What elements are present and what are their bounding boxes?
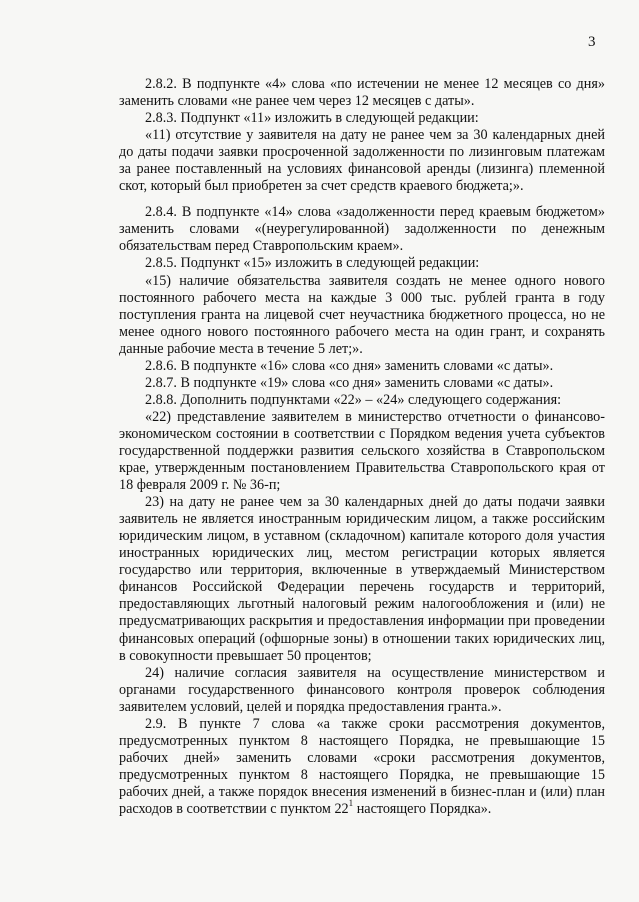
- paragraph-2-8-4: 2.8.4. В подпункте «14» слова «задолженности перед краевым бюджетом» заменить словами «(неурегулированной) задолженности по денежным обязательствам перед Ставропольским краем».: [119, 204, 605, 255]
- subclause-11-text: «11) отсутствие у заявителя на дату не ранее чем за 30 календарных дней до даты подачи заявки просроченной задолженности по лизинговым платежам за ранее поставленный на условиях финансовой аренды (лизинга) племенной скот, который был приобретен за счет средств краевого бюджета;».: [119, 127, 605, 195]
- document-body: [119, 76, 605, 818]
- paragraph-2-8-8: 2.8.8. Дополнить подпунктами «22» – «24» следующего содержания:: [145, 391, 562, 408]
- page-number: 3: [588, 34, 596, 50]
- subclause-24-text: 24) наличие согласия заявителя на осуществление министерством и органами государственного финансового контроля проверок соблюдения заявителем условий, целей и порядка предоставления гранта.».: [119, 664, 605, 715]
- subclause-22-text: «22) представление заявителем в министерство отчетности о финансово-экономическом состоянии в соответствии с Порядком ведения учета субъектов государственной поддержки развития сельского хозяйства в Ставропольском крае, утвержденным постановлением Правительства Ставропольского края от 18 февраля 2009 г. № 36-п;: [119, 408, 605, 494]
- paragraph-2-8-3: 2.8.3. Подпункт «11» изложить в следующей редакции:: [145, 110, 479, 127]
- paragraph-2-8-2: 2.8.2. В подпункте «4» слова «по истечении не менее 12 месяцев со дня» заменить словами «не ранее чем через 12 месяцев с даты».: [119, 76, 605, 110]
- paragraph-2-8-6: 2.8.6. В подпункте «16» слова «со дня» заменить словами «с даты».: [145, 357, 554, 374]
- paragraph-2-8-5: 2.8.5. Подпункт «15» изложить в следующей редакции:: [145, 255, 480, 272]
- subclause-23-text: 23) на дату не ранее чем за 30 календарных дней до даты подачи заявки заявитель не является иностранным юридическим лицом, а также российским юридическим лицом, в уставном (складочном) капитале которого доля участия иностранных юридических лиц, местом регистрации которых является государство или территория, включенные в утверждаемый Министерством финансов Российской Федерации перечень государств и территорий, предоставляющих льготный налоговый режим налогообложения и (или) не предусматривающих раскрытия и предоставления информации при проведении финансовых операций (офшорные зоны) в отношении таких юридических лиц, в совокупности превышает 50 процентов;: [119, 494, 605, 664]
- paragraph-2-9-end: настоящего Порядка».: [353, 800, 492, 817]
- subclause-15-text: «15) наличие обязательства заявителя создать не менее одного нового постоянного рабочего места на каждые 3 000 тыс. рублей гранта в году поступления гранта на лицевой счет неучастника бюджетного процесса, но не менее одного нового постоянного рабочего места на один грант, и сохранять данные рабочие места в течение 5 лет;».: [119, 272, 605, 357]
- paragraph-2-9: [119, 716, 605, 818]
- superscript-1: 1: [348, 798, 354, 809]
- paragraph-2-9-main: 2.9. В пункте 7 слова «а также сроки рассмотрения документов, предусмотренных пунктом 8 настоящего Порядка, не превышающие 15 рабочих дней» заменить словами «сроки рассмотрения документов, предусмотренных пунктом 8 настоящего Порядка, не превышающие 15 рабочих дней, а также порядок внесения изменений в бизнес-план и (или) план расходов в соответствии с пунктом 22: [119, 715, 605, 817]
- paragraph-2-8-7: 2.8.7. В подпункте «19» слова «со дня» заменить словами «с даты».: [145, 374, 554, 391]
